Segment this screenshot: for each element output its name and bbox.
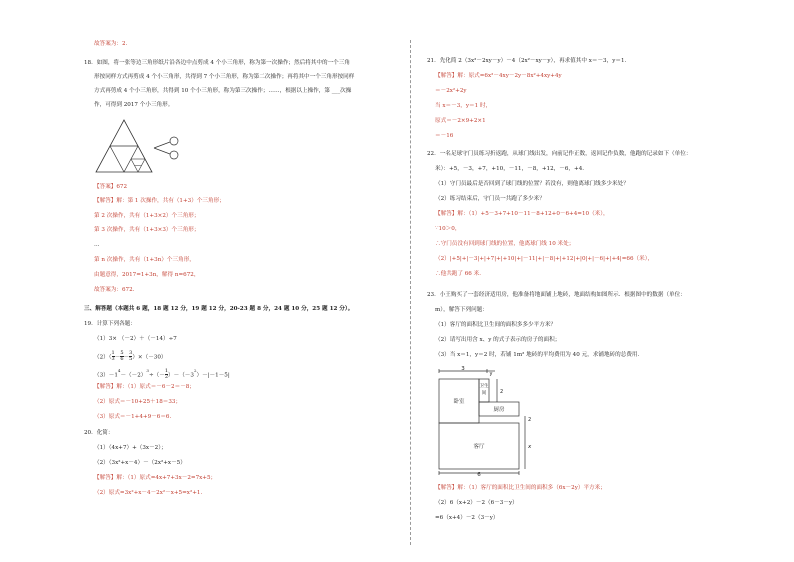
q18-line-2: 形按同样方式再剪成 4 个小三角形，共得到 7 个小三角形，称为第二次操作；再将其中一个三角形按同样 [94,74,355,80]
q22-part-2: （2）练习结束后，守门员一共跑了多少米？ [435,196,545,202]
q18-analysis-1: 【解答】解：第 1 次操作，共有（1+3）个三角形； [94,198,225,204]
q22-solution-3: ∴守门员没有回到球门线的位置，他离球门线 10 米处； [435,241,575,247]
dim-6-label: 6 [477,472,481,478]
q22-line-2: 米）：+5，－3，+7，+10，－11，－8，+12，－6，+4. [435,166,585,172]
q21-solution-4: 原式＝－2×9+2×1 [435,118,486,124]
q23-solution-3: =6（x+4）－2（3－y） [435,515,499,521]
q18-line-4: 作，可得到 2017 个小三角形。 [94,102,174,108]
q22-solution-4: （2）|+5|+|－3|+|+7|+|+10|+|－11|+|－8|+|+12|+|0|+|－6|+|+4|=66（米）， [435,256,654,262]
q21-solution-1: 【解答】解：原式=6x²－4xy－2y－8x²+4xy+4y [435,73,562,79]
top-answer: 故答案为：2. [94,41,128,47]
q23-solution-1: 【解答】解：（1）客厅的面积比卫生间的面积多（6x－2y）平方米； [435,485,606,491]
q19-part-3: $(3)-1^4-(-2)^3\div(-$ $\frac{1}{2}$ ）$-(-3^2)-|-1-5|$ [94,368,230,381]
q18-analysis-5: 第 n 次操作，共有（1+3n）个三角形， [94,257,195,263]
section-3-title: 三、解答题（本题共 6 题，18 题 12 分，19 题 12 分，20-23 题 8 分，24 题 10 分，25 题 12 分）。 [84,306,354,312]
q18-analysis-6: 由题意得，2017=1+3n，解得 n=672， [94,272,200,278]
q18-analysis-7: 故答案为：672. [94,287,135,293]
q18-analysis-3: 第 3 次操作，共有（1+3×3）个三角形； [94,227,200,233]
q19-part-2: （2）（ $\frac{1}{3}$ － $\frac{5}{6}$ － $\frac{3}{5}$ ）×（－30） [94,350,167,363]
dim-2-top-label: 2 [500,389,504,395]
bedroom-label: 卧室 [453,399,465,405]
q23-solution-2: （2）6（x+2）－2（6－3－y） [435,500,518,506]
q20-solution-2: （2）原式=3x²+x－4－2x²－x+5=x²+1. [94,490,203,496]
q22-solution-1: 【解答】解：（1）+5－3+7+10－11－8+12+0－6+4=10（米）， [435,211,609,217]
scissors-icon [154,137,178,159]
dim-y-label: y [489,371,493,377]
q23-part-2: （2）请写出用含 x、y 的式子表示的房子的面积； [435,337,561,343]
floor-plan-diagram [433,365,553,481]
dim-3-label: 3 [461,366,465,372]
q18-line-3: 方式再剪成 4 个小三角形，共得到 10 个小三角形，称为第三次操作；……，根据以上操作，第 ___次操 [94,88,352,94]
q22-solution-5: ∴他共跑了 66 米. [435,271,482,277]
q19-solution-3: （3）原式＝－1+4+9－6＝6. [94,414,172,420]
q19-solution-2: （2）原式＝－10+25＋18＝33； [94,399,182,405]
q23-line-2: m），解答下列问题： [435,307,488,313]
q22-part-1: （1）守门员最后是否回到了球门线的位置？若没有，则他离球门线多少米处？ [435,181,629,187]
q20-part-2: （2）（3x²+x－4）－（2x²+x－5） [94,460,186,466]
living-room-label: 客厅 [473,444,485,450]
q21-solution-5: ＝－16 [435,133,454,139]
q22-line-1: 22．一名足球守门员练习折返跑，从球门线出发，向前记作正数，返回记作负数，他跑的记录如下（单位： [427,151,692,157]
q22-solution-2: ∵10＞0， [435,226,461,232]
q19-solution-1: 【解答】解：（1）原式＝－6－2＝－8； [94,384,195,390]
bathroom-label-2: 间 [481,391,487,396]
q21-solution-2: ＝－2x²+2y [435,88,467,94]
q18-answer: 【答案】672 [94,184,128,190]
q23-part-1: （1）客厅的面积比卫生间的面积多多少平方米？ [435,322,557,328]
q23-line-1: 23．小王购买了一套经济适用房，他准备将地面铺上地砖，地面结构如图所示．根据图中的数据（单位： [427,292,686,298]
q18-analysis-4: … [94,242,100,248]
q20-part-1: （1）（4x+7）+（3x－2）； [94,445,167,451]
q20-solution-1: 【解答】解：（1）原式=4x+7+3x－2=7x+5； [94,475,217,481]
triangle-figure [94,118,190,174]
q20-title: 20．化简： [84,430,114,436]
right-column [427,0,743,562]
q18-analysis-2: 第 2 次操作，共有（1+3×2）个三角形； [94,213,200,219]
kitchen-label: 厨房 [493,407,505,413]
q19-title: 19．计算下列各题： [84,321,136,327]
q19-part-1: （1）3× （－2）＋（－14）÷7 [94,336,177,342]
q21-title: 21．先化简 2（3x²－2xy－y）－4（2x²－xy－y），再求值其中 x＝－3，y＝1． [427,58,631,64]
dim-2-right-label: 2 [528,417,532,423]
column-divider [410,40,411,545]
dim-x-label: x [528,444,532,450]
q21-solution-3: 当 x＝－3，y＝1 时， [435,103,492,109]
bathroom-label-1: 卫生 [479,384,489,389]
q23-part-3: （3）当 x＝1，y＝2 时，若铺 1m² 地砖的平均费用为 40 元，求铺地砖的总费用． [435,352,644,358]
left-column [84,0,394,562]
q18-line-1: 18．如图，将一张等边三角形纸片沿各边中点剪成 4 个小三角形，称为第一次操作；然后将其中的一个三角 [84,60,350,66]
